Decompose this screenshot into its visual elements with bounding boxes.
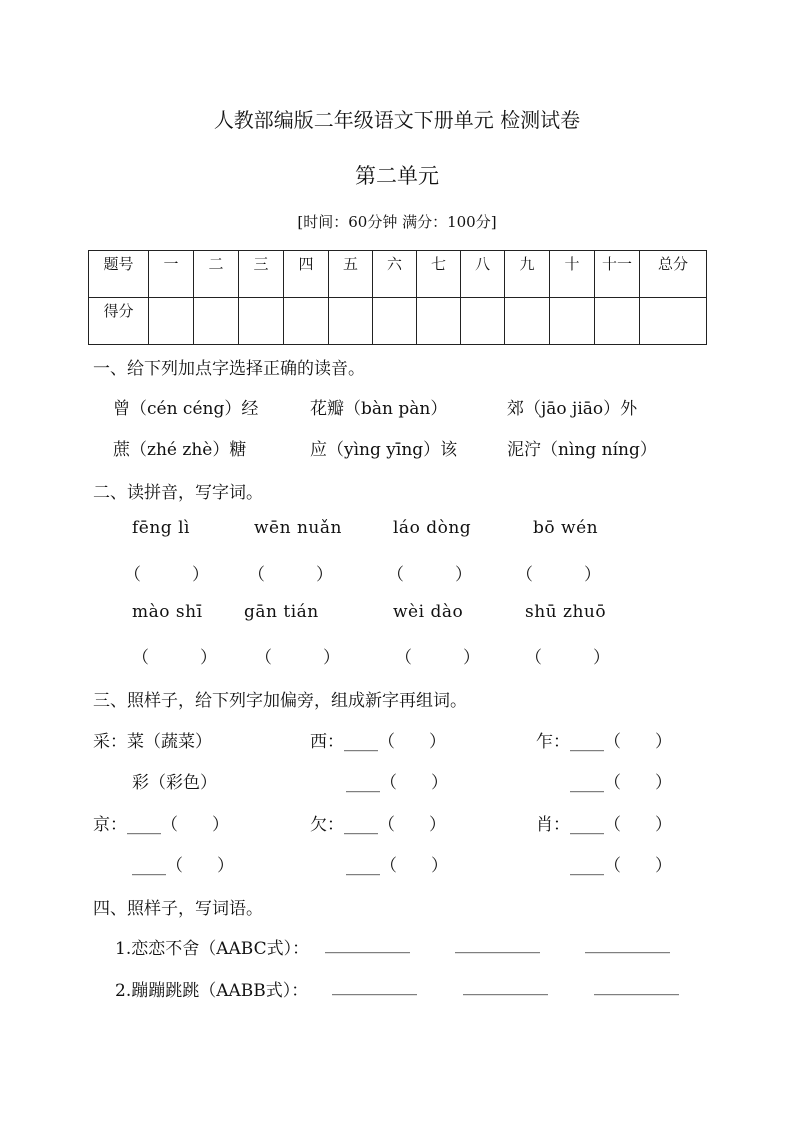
score-cell[interactable] [194,298,239,345]
table-cell: 三 [239,251,284,298]
table-cell: 一 [149,251,194,298]
pinyin-word: gān tián [244,602,319,622]
score-cell[interactable] [640,298,707,345]
answer-blank[interactable]: （ ） [255,648,340,668]
unit-subtitle: 第二单元 [355,164,439,188]
pinyin-word: bō wén [533,518,599,538]
answer-blank[interactable]: （ ） [132,648,217,668]
radical-item[interactable]: 欠：____（ ） [310,815,446,835]
section1-heading: 一、给下列加点字选择正确的读音。 [93,359,365,379]
table-cell: 得分 [89,298,149,345]
table-cell: 八 [461,251,505,298]
pinyin-word: wēn nuǎn [254,518,342,538]
table-cell: 题号 [89,251,149,298]
pinyin-word: fēng lì [132,518,190,538]
answer-blank[interactable]: ____（ ） [570,773,672,793]
section2-heading: 二、读拼音，写字词。 [93,483,263,503]
pinyin-choice-item: 蔗（zhé zhè）糖 [113,440,247,460]
table-cell: 七 [417,251,461,298]
answer-line[interactable]: __________ [325,934,410,954]
table-cell: 十一 [595,251,640,298]
time-score-info: [时间：60分钟 满分：100分] [297,213,497,231]
pinyin-choice-item: 花瓣（bàn pàn） [310,399,448,419]
pinyin-choice-item: 应（yìng yīng）该 [310,440,458,460]
score-cell[interactable] [239,298,284,345]
score-table-score-row [89,298,707,345]
pinyin-word: wèi dào [393,602,464,622]
answer-blank[interactable]: ____（ ） [346,856,448,876]
answer-line[interactable]: __________ [455,934,540,954]
score-cell[interactable] [461,298,505,345]
answer-blank[interactable]: ____（ ） [346,773,448,793]
answer-blank[interactable]: （ ） [516,565,601,585]
score-table-header-row [89,251,707,298]
answer-line[interactable]: __________ [585,934,670,954]
table-cell: 九 [505,251,550,298]
pinyin-choice-item: 泥泞（nìng níng） [507,440,657,460]
pinyin-choice-item: 曾（cén céng）经 [113,399,259,419]
table-cell: 十 [550,251,595,298]
section4-heading: 四、照样子，写词语。 [93,899,263,919]
table-cell: 五 [329,251,373,298]
answer-line[interactable]: __________ [332,976,417,996]
radical-example: 采：菜（蔬菜） [93,732,212,752]
table-cell: 二 [194,251,239,298]
radical-item[interactable]: 乍：____（ ） [536,732,672,752]
score-cell[interactable] [417,298,461,345]
answer-blank[interactable]: ____（ ） [132,856,234,876]
answer-blank[interactable]: （ ） [525,648,610,668]
radical-example: 彩（彩色） [132,773,217,793]
score-cell[interactable] [149,298,194,345]
answer-blank[interactable]: （ ） [248,565,333,585]
score-cell[interactable] [595,298,640,345]
radical-item[interactable]: 西：____（ ） [310,732,446,752]
pinyin-word: shū zhuō [525,602,607,622]
score-cell[interactable] [284,298,329,345]
pinyin-word: láo dòng [393,518,472,538]
radical-item[interactable]: 京：____（ ） [93,815,229,835]
table-cell: 四 [284,251,329,298]
table-cell: 总分 [640,251,707,298]
pinyin-choice-item: 郊（jāo jiāo）外 [507,399,638,419]
answer-blank[interactable]: ____（ ） [570,856,672,876]
radical-item[interactable]: 肖：____（ ） [536,815,672,835]
answer-blank[interactable]: （ ） [395,648,480,668]
word-pattern-item: 2.蹦蹦跳跳（AABB式）： [115,981,309,1001]
score-cell[interactable] [329,298,373,345]
word-pattern-item: 1.恋恋不舍（AABC式）： [115,939,310,959]
table-cell: 六 [373,251,417,298]
answer-blank[interactable]: （ ） [387,565,472,585]
answer-line[interactable]: __________ [463,976,548,996]
answer-line[interactable]: __________ [594,976,679,996]
score-cell[interactable] [373,298,417,345]
pinyin-word: mào shī [132,602,203,622]
exam-title: 人教部编版二年级语文下册单元 检测试卷 [213,108,581,132]
score-cell[interactable] [505,298,550,345]
score-cell[interactable] [550,298,595,345]
score-table [88,250,707,345]
answer-blank[interactable]: （ ） [124,565,209,585]
section3-heading: 三、照样子，给下列字加偏旁，组成新字再组词。 [93,691,467,711]
